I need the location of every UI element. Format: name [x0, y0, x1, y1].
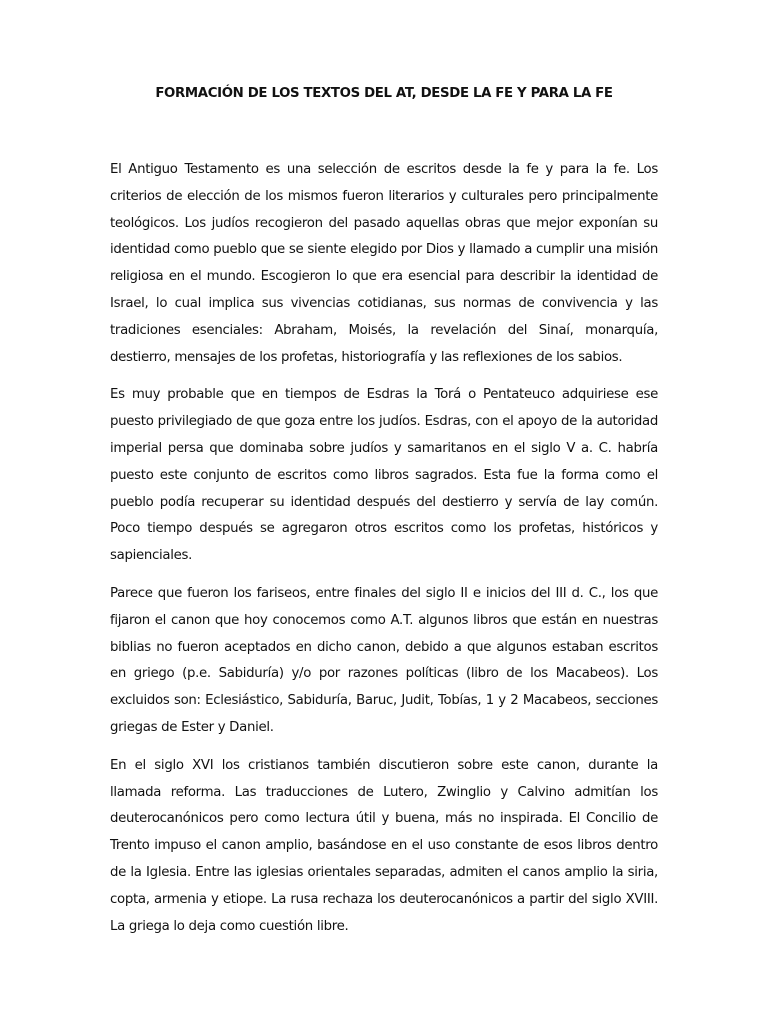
paragraph-4: En el siglo XVI los cristianos también discutieron sobre este canon, durante la llamada reforma. Las traducciones de Lutero, Zwinglio y Calvino admitían los deuterocanónicos pero como lectura útil y buena, más no inspirada. El Concilio de Trento impuso el canon amplio, basándose en el uso constante de esos libros dentro de la Iglesia. Entre las iglesias orientales separadas, admiten el canos amplio la siria, copta, armenia y etiope. La rusa rechaza los deuterocanónicos a partir del siglo XVIII. La griega lo deja como cuestión libre. [110, 757, 658, 934]
paragraph-1: El Antiguo Testamento es una selección de escritos desde la fe y para la fe. Los criterios de elección de los mismos fueron literarios y culturales pero principalmente teológicos. Los judíos recogieron del pasado aquellas obras que mejor exponían su identidad como pueblo que se siente elegido por Dios y llamado a cumplir una misión religiosa en el mundo. Escogieron lo que era esencial para describir la identidad de Israel, lo cual implica sus vivencias cotidianas, sus normas de convivencia y las tradiciones esenciales: Abraham, Moisés, la revelación del Sinaí, monarquía, destierro, mensajes de los profetas, historiografía y las reflexiones de los sabios. [110, 162, 658, 365]
paragraph-2: Es muy probable que en tiempos de Esdras la Torá o Pentateuco adquiriese ese puesto privilegiado de que goza entre los judíos. Esdras, con el apoyo de la autoridad imperial persa que dominaba sobre judíos y samaritanos en el siglo V a. C. habría puesto este conjunto de escritos como libros sagrados. Esta fue la forma como el pueblo podía recuperar su identidad después del destierro y servía de lay común. Poco tiempo después se agregaron otros escritos como los profetas, históricos y sapienciales. [110, 387, 658, 564]
paragraph-3: Parece que fueron los fariseos, entre finales del siglo II e inicios del III d. C., los que fijaron el canon que hoy conocemos como A.T. algunos libros que están en nuestras biblias no fueron aceptados en dicho canon, debido a que algunos estaban escritos en griego (p.e. Sabiduría) y/o por razones políticas (libro de los Macabeos). Los excluidos son: Eclesiástico, Sabiduría, Baruc, Judit, Tobías, 1 y 2 Macabeos, secciones griegas de Ester y Daniel. [110, 585, 658, 735]
document-body [110, 157, 658, 951]
document-title: FORMACIÓN DE LOS TEXTOS DEL AT, DESDE LA FE Y PARA LA FE [155, 86, 613, 101]
